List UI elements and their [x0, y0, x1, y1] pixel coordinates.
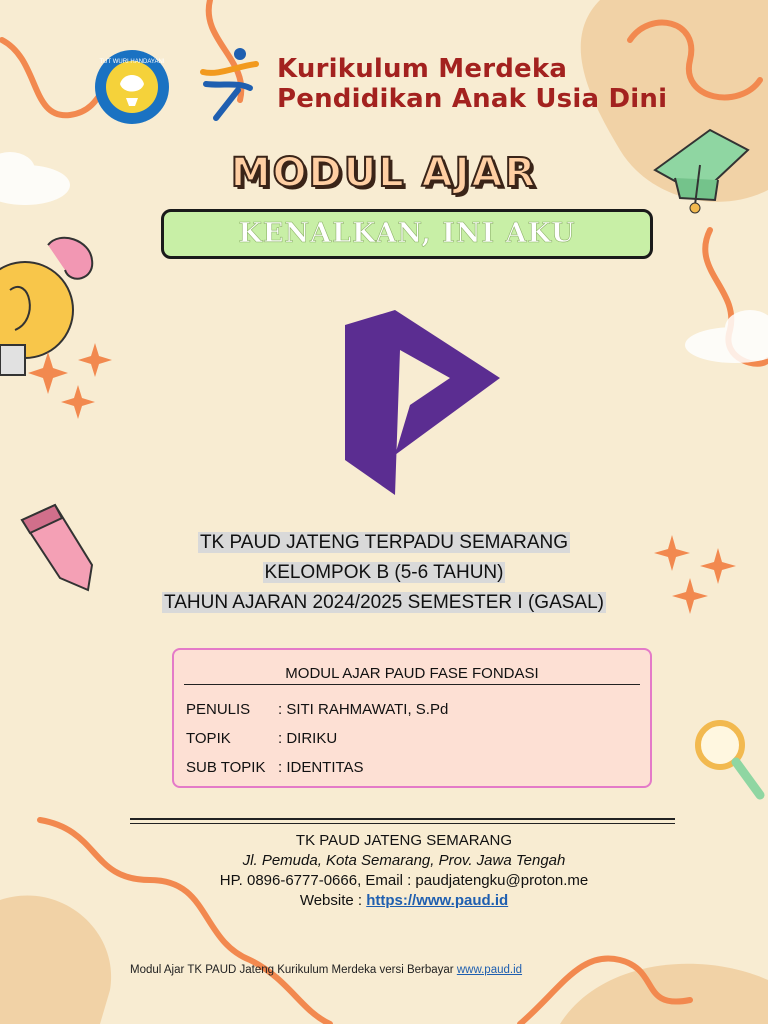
corner-blob: [560, 964, 768, 1024]
info-value: : DIRIKU: [278, 730, 338, 747]
footer-text: Modul Ajar TK PAUD Jateng Kurikulum Merdeka versi Berbayar: [130, 964, 457, 976]
magnifier-decoration: [698, 723, 760, 795]
divider: [130, 823, 675, 824]
svg-text:TUT WURI HANDAYANI: TUT WURI HANDAYANI: [99, 59, 165, 65]
address-website: [0, 892, 768, 909]
topic-banner: [161, 209, 653, 259]
divider: [130, 818, 675, 820]
info-label: SUB TOPIK: [186, 759, 266, 776]
brand-title-line1: Kurikulum Merdeka: [277, 54, 568, 84]
cloud-decoration: [685, 310, 768, 363]
info-value: : IDENTITAS: [278, 759, 364, 776]
topic-title: KENALKAN, INI AKU: [238, 218, 576, 249]
class-group: KELOMPOK B (5-6 TAHUN): [264, 562, 504, 583]
footer-link[interactable]: www.paud.id: [456, 964, 523, 976]
info-label: PENULIS: [186, 701, 251, 718]
address-street: Jl. Pemuda, Kota Semarang, Prov. Jawa Tengah: [242, 852, 566, 869]
divider: [184, 684, 640, 685]
brand-title-line2: Pendidikan Anak Usia Dini: [277, 84, 668, 114]
address-school-name: TK PAUD JATENG SEMARANG: [295, 832, 513, 849]
info-label: TOPIK: [186, 730, 231, 747]
merdeka-belajar-logo: [198, 44, 260, 122]
footer-note: [130, 964, 522, 976]
lightbulb-decoration: [0, 238, 92, 375]
info-heading: MODUL AJAR PAUD FASE FONDASI: [285, 665, 539, 682]
address-contact: HP. 0896-6777-0666, Email : paudjatengku@proton.me: [219, 872, 589, 889]
document-title: MODUL AJAR: [230, 150, 538, 196]
info-row-author: [186, 701, 448, 718]
paud-logo: [340, 310, 510, 500]
tut-wuri-handayani-emblem: [93, 48, 171, 126]
info-row-subtopic: [186, 759, 364, 776]
info-row-topic: [186, 730, 337, 747]
school-name: TK PAUD JATENG TERPADU SEMARANG: [199, 532, 569, 553]
info-value: : SITI RAHMAWATI, S.Pd: [278, 701, 449, 718]
module-info-box: [172, 648, 652, 788]
academic-year: TAHUN AJARAN 2024/2025 SEMESTER I (GASAL): [164, 592, 604, 613]
website-link[interactable]: https://www.paud.id: [366, 892, 509, 909]
corner-blob: [0, 896, 111, 1024]
website-label: Website :: [299, 892, 367, 909]
